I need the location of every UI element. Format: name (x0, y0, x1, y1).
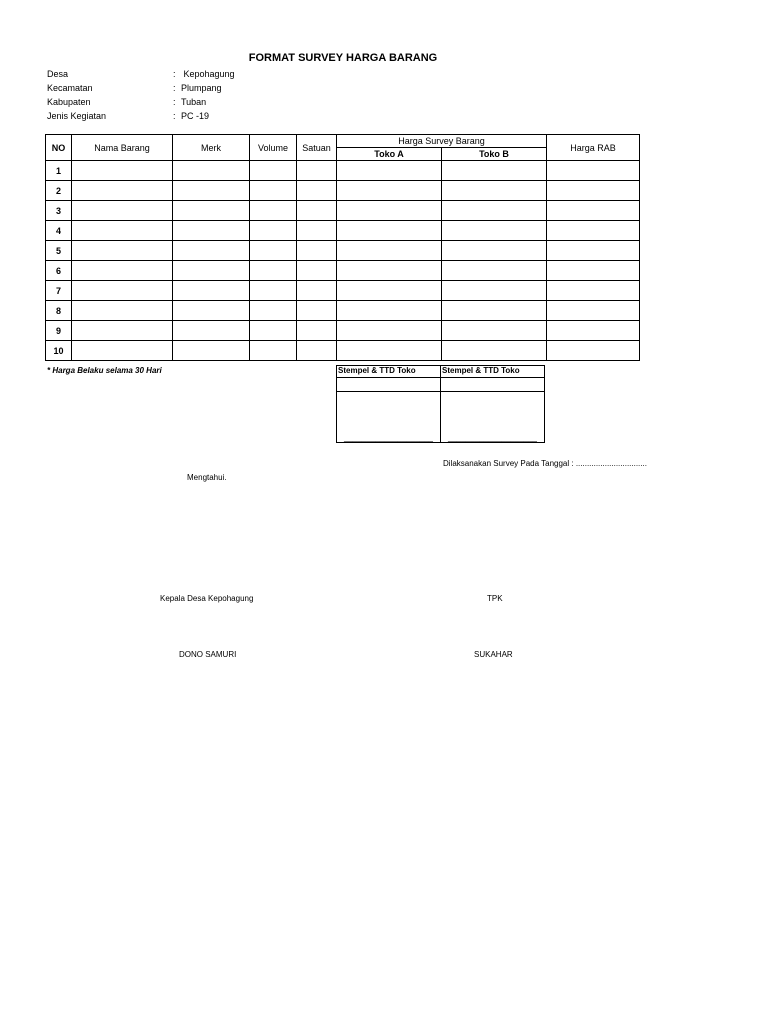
table-cell (547, 161, 640, 181)
table-cell (547, 201, 640, 221)
stamp-table (336, 365, 545, 443)
table-cell (442, 261, 547, 281)
info-colon: : (173, 69, 176, 79)
table-cell (72, 161, 173, 181)
row-number: 9 (46, 321, 72, 341)
row-number: 10 (46, 341, 72, 361)
table-cell (442, 341, 547, 361)
table-cell (547, 261, 640, 281)
table-cell (297, 281, 337, 301)
table-cell (337, 281, 442, 301)
table-row (46, 321, 640, 341)
table-cell (250, 301, 297, 321)
table-cell (173, 261, 250, 281)
table-cell (72, 341, 173, 361)
table-cell (547, 321, 640, 341)
table-cell (72, 321, 173, 341)
table-cell (72, 301, 173, 321)
survey-date-line: Dilaksanakan Survey Pada Tanggal : ................................ (443, 459, 647, 468)
table-cell (442, 161, 547, 181)
acknowledged-label: Mengtahui. (187, 473, 227, 482)
stamp-blank-cell (441, 378, 545, 392)
table-row (46, 241, 640, 261)
row-number: 2 (46, 181, 72, 201)
table-cell (173, 181, 250, 201)
table-cell (337, 341, 442, 361)
row-number: 5 (46, 241, 72, 261)
header-harga-survey: Harga Survey Barang (337, 135, 547, 148)
table-cell (442, 241, 547, 261)
stamp-label-toko-a: Stempel & TTD Toko (337, 366, 441, 378)
header-toko-b: Toko B (442, 148, 547, 161)
header-merk: Merk (173, 135, 250, 161)
table-cell (297, 221, 337, 241)
row-number: 4 (46, 221, 72, 241)
table-cell (442, 221, 547, 241)
table-cell (442, 201, 547, 221)
table-cell (173, 281, 250, 301)
table-cell (442, 321, 547, 341)
table-cell (297, 181, 337, 201)
table-cell (250, 321, 297, 341)
header-harga-rab: Harga RAB (547, 135, 640, 161)
stamp-label-toko-b: Stempel & TTD Toko (441, 366, 545, 378)
info-colon: : (173, 97, 176, 107)
table-cell (250, 221, 297, 241)
table-cell (297, 341, 337, 361)
table-cell (72, 201, 173, 221)
table-cell (72, 221, 173, 241)
info-value: PC -19 (181, 111, 210, 121)
table-cell (173, 161, 250, 181)
table-cell (547, 301, 640, 321)
row-number: 8 (46, 301, 72, 321)
table-cell (250, 181, 297, 201)
table-row (46, 301, 640, 321)
stamp-blank-cell (337, 378, 441, 392)
table-cell (547, 181, 640, 201)
table-cell (297, 241, 337, 261)
table-cell (337, 221, 442, 241)
header-no: NO (46, 135, 72, 161)
table-cell (72, 281, 173, 301)
table-cell (173, 221, 250, 241)
village-head-title: Kepala Desa Kepohagung (160, 594, 254, 603)
table-cell (337, 241, 442, 261)
tpk-title: TPK (487, 594, 503, 603)
row-number: 6 (46, 261, 72, 281)
table-cell (72, 181, 173, 201)
table-row (46, 341, 640, 361)
table-cell (173, 301, 250, 321)
table-cell (250, 241, 297, 261)
table-cell (547, 241, 640, 261)
table-cell (173, 201, 250, 221)
table-cell (337, 261, 442, 281)
table-cell (337, 321, 442, 341)
info-label: Jenis Kegiatan (47, 111, 107, 121)
table-cell (547, 221, 640, 241)
table-cell (297, 161, 337, 181)
signature-line-toko-b: ____________________ (441, 392, 545, 443)
table-cell (250, 261, 297, 281)
table-cell (173, 341, 250, 361)
table-row (46, 261, 640, 281)
info-label: Desa (47, 69, 69, 79)
table-cell (72, 241, 173, 261)
table-cell (250, 161, 297, 181)
table-cell (250, 341, 297, 361)
survey-table (45, 134, 640, 361)
table-cell (297, 321, 337, 341)
header-volume: Volume (250, 135, 297, 161)
table-cell (173, 321, 250, 341)
tpk-name: SUKAHAR (474, 650, 513, 659)
table-cell (337, 201, 442, 221)
table-row (46, 221, 640, 241)
table-cell (442, 281, 547, 301)
table-row (46, 181, 640, 201)
row-number: 7 (46, 281, 72, 301)
row-number: 1 (46, 161, 72, 181)
table-cell (442, 301, 547, 321)
table-row (46, 201, 640, 221)
table-row (46, 281, 640, 301)
header-nama-barang: Nama Barang (72, 135, 173, 161)
row-number: 3 (46, 201, 72, 221)
info-label: Kecamatan (47, 83, 93, 93)
table-cell (173, 241, 250, 261)
table-cell (337, 161, 442, 181)
validity-note: * Harga Belaku selama 30 Hari (47, 366, 162, 375)
table-cell (72, 261, 173, 281)
table-cell (337, 301, 442, 321)
info-label: Kabupaten (47, 97, 91, 107)
header-satuan: Satuan (297, 135, 337, 161)
table-cell (547, 281, 640, 301)
table-row (46, 161, 640, 181)
table-cell (297, 261, 337, 281)
village-head-name: DONO SAMURI (179, 650, 237, 659)
table-cell (297, 301, 337, 321)
table-cell (547, 341, 640, 361)
signature-line-toko-a: ____________________ (337, 392, 441, 443)
info-value: Tuban (181, 97, 207, 107)
info-value: Plumpang (181, 83, 222, 93)
table-cell (297, 201, 337, 221)
info-value: Kepohagung (181, 69, 235, 79)
info-colon: : (173, 83, 176, 93)
table-cell (250, 201, 297, 221)
header-toko-a: Toko A (337, 148, 442, 161)
document-title: FORMAT SURVEY HARGA BARANG (248, 52, 438, 64)
table-cell (337, 181, 442, 201)
table-cell (250, 281, 297, 301)
table-cell (442, 181, 547, 201)
info-colon: : (173, 111, 176, 121)
